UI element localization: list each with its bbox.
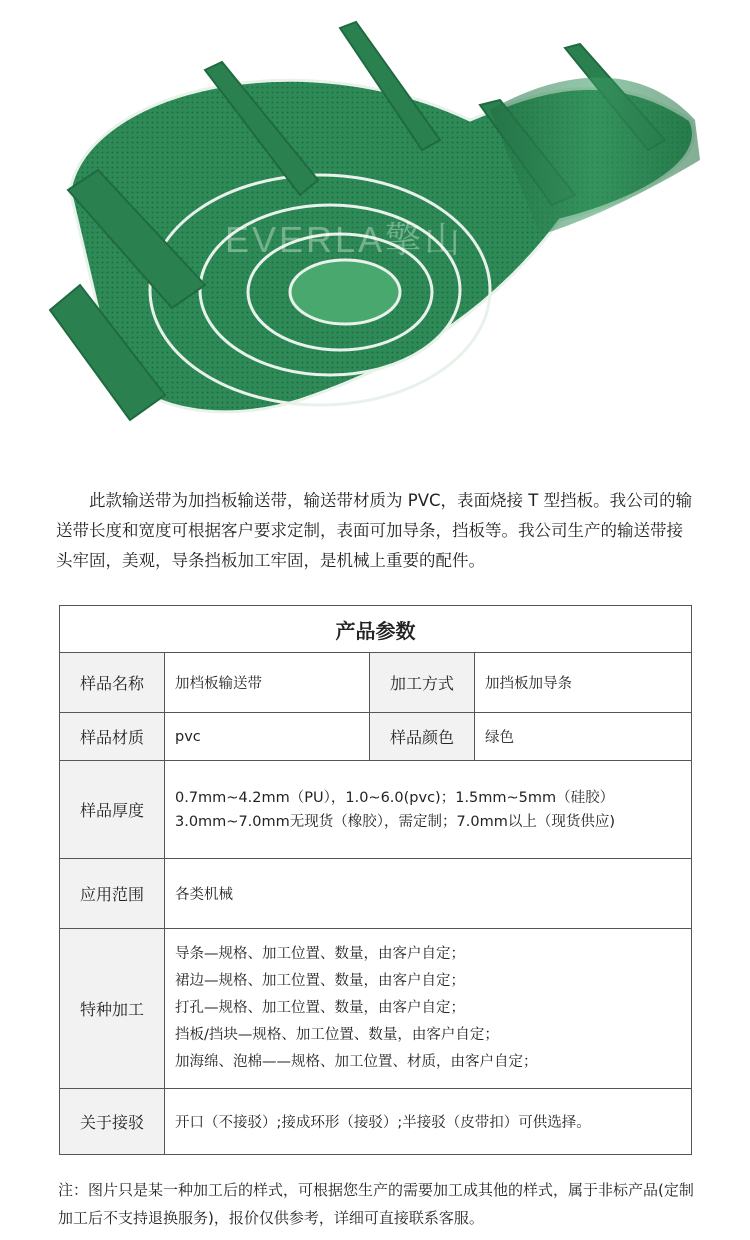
special-value bbox=[165, 929, 692, 1089]
product-photo bbox=[0, 0, 750, 460]
brand-watermark: EVERLA擎山 bbox=[225, 219, 464, 260]
color-value: 绿色 bbox=[475, 713, 692, 761]
process-value: 加挡板加导条 bbox=[475, 653, 692, 713]
thickness-line: 0.7mm~4.2mm（PU），1.0~6.0(pvc)；1.5mm~5mm（硅胶） bbox=[175, 789, 615, 806]
special-line: 挡板/挡块—规格、加工位置、数量，由客户自定； bbox=[175, 1027, 499, 1043]
thickness-value bbox=[165, 761, 692, 859]
special-line: 加海绵、泡棉——规格、加工位置、材质，由客户自定； bbox=[175, 1054, 538, 1070]
process-label: 加工方式 bbox=[370, 653, 475, 713]
special-line: 导条—规格、加工位置、数量，由客户自定； bbox=[175, 946, 465, 962]
name-label: 样品名称 bbox=[60, 653, 165, 713]
scope-label: 应用范围 bbox=[60, 859, 165, 929]
special-line: 打孔—规格、加工位置、数量，由客户自定； bbox=[175, 1000, 465, 1016]
joint-label: 关于接驳 bbox=[60, 1089, 165, 1155]
material-label: 样品材质 bbox=[60, 713, 165, 761]
name-value: 加档板输送带 bbox=[165, 653, 370, 713]
thickness-label: 样品厚度 bbox=[60, 761, 165, 859]
special-label: 特种加工 bbox=[60, 929, 165, 1089]
color-label: 样品颜色 bbox=[370, 713, 475, 761]
thickness-line: 3.0mm~7.0mm无现货（橡胶），需定制；7.0mm以上（现货供应) bbox=[175, 813, 615, 830]
disclaimer-note: 注：图片只是某一种加工后的样式，可根据您生产的需要加工成其他的样式，属于非标产品(定制加工后不支持退换服务)，报价仅供参考，详细可直接联系客服。 bbox=[58, 1181, 694, 1227]
table-title: 产品参数 bbox=[60, 606, 692, 653]
material-value: pvc bbox=[165, 713, 370, 761]
product-parameters-table bbox=[59, 605, 692, 1155]
special-line: 裙边—规格、加工位置、数量，由客户自定； bbox=[175, 973, 465, 989]
intro-paragraph: 此款输送带为加挡板输送带，输送带材质为 PVC，表面烧接 T 型挡板。我公司的输送带长度和宽度可根据客户要求定制，表面可加导条，挡板等。我公司生产的输送带接头牢固，美观，导条挡板加工牢固，是机械上重要的配件。 bbox=[56, 491, 693, 570]
joint-value: 开口（不接驳）;接成环形（接驳）;半接驳（皮带扣）可供选择。 bbox=[165, 1089, 692, 1155]
scope-value: 各类机械 bbox=[165, 859, 692, 929]
